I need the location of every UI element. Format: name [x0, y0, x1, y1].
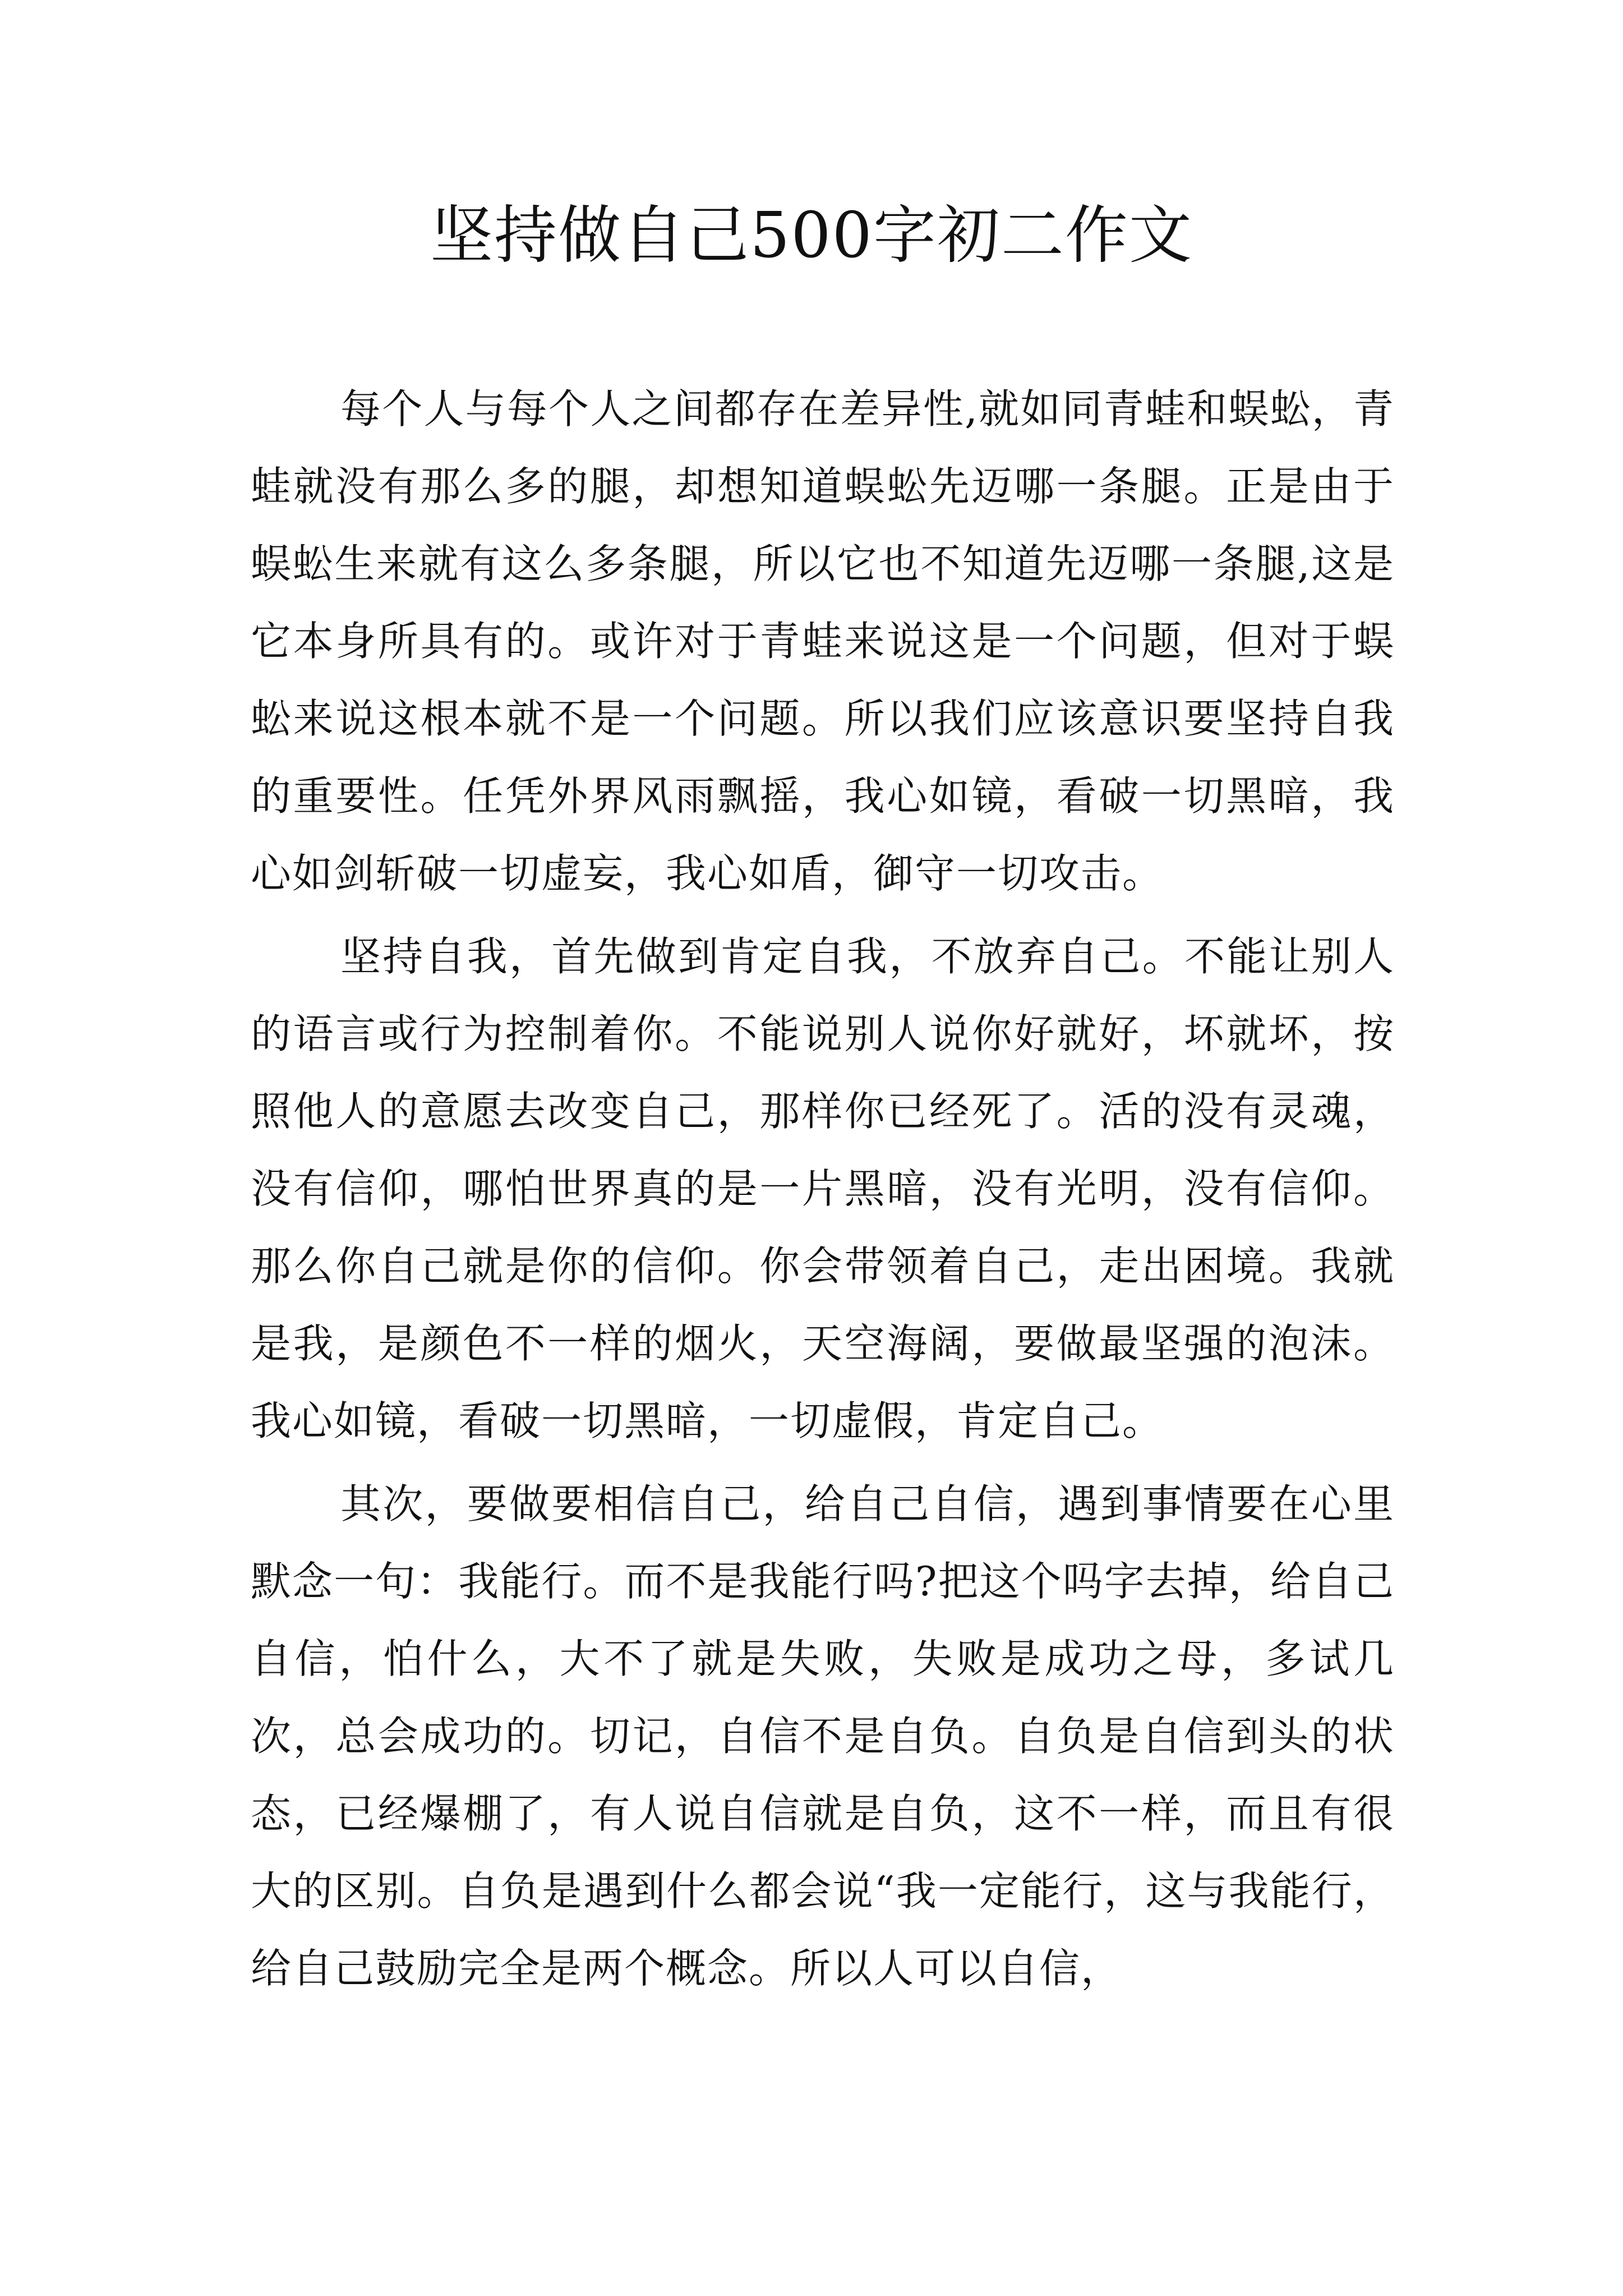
- document-title: 坚持做自己500字初二作文: [430, 199, 1193, 272]
- paragraph-2: 坚持自我，首先做到肯定自我，不放弃自己。不能让别人的语言或行为控制着你。不能说别人说你好就好，坏就坏，按照他人的意愿去改变自己，那样你已经死了。活的没有灵魂，没有信仰，哪怕世界真的是一片黑暗，没有光明，没有信仰。那么你自己就是你的信仰。你会带领着自己，走出困境。我就是我，是颜色不一样的烟火，天空海阔，要做最坚强的泡沫。我心如镜，看破一切黑暗，一切虚假，肯定自己。: [251, 933, 1395, 1444]
- paragraph-3: 其次，要做要相信自己，给自己自信，遇到事情要在心里默念一句：我能行。而不是我能行吗?把这个吗字去掉，给自己自信，怕什么，大不了就是失败，失败是成功之母，多试几次，总会成功的。切记，自信不是自负。自负是自信到头的状态，已经爆棚了，有人说自信就是自负，这不一样，而且有很大的区别。自负是遇到什么都会说“我一定能行，这与我能行，给自己鼓励完全是两个概念。所以人可以自信，: [251, 1480, 1395, 1992]
- paragraph-1: 每个人与每个人之间都存在差异性,就如同青蛙和蜈蚣，青蛙就没有那么多的腿，却想知道蜈蚣先迈哪一条腿。正是由于蜈蚣生来就有这么多条腿，所以它也不知道先迈哪一条腿,这是它本身所具有的。或许对于青蛙来说这是一个问题，但对于蜈蚣来说这根本就不是一个问题。所以我们应该意识要坚持自我的重要性。任凭外界风雨飘摇，我心如镜，看破一切黑暗，我心如剑斩破一切虚妄，我心如盾，御守一切攻击。: [251, 385, 1395, 897]
- document-body: [251, 370, 1395, 2013]
